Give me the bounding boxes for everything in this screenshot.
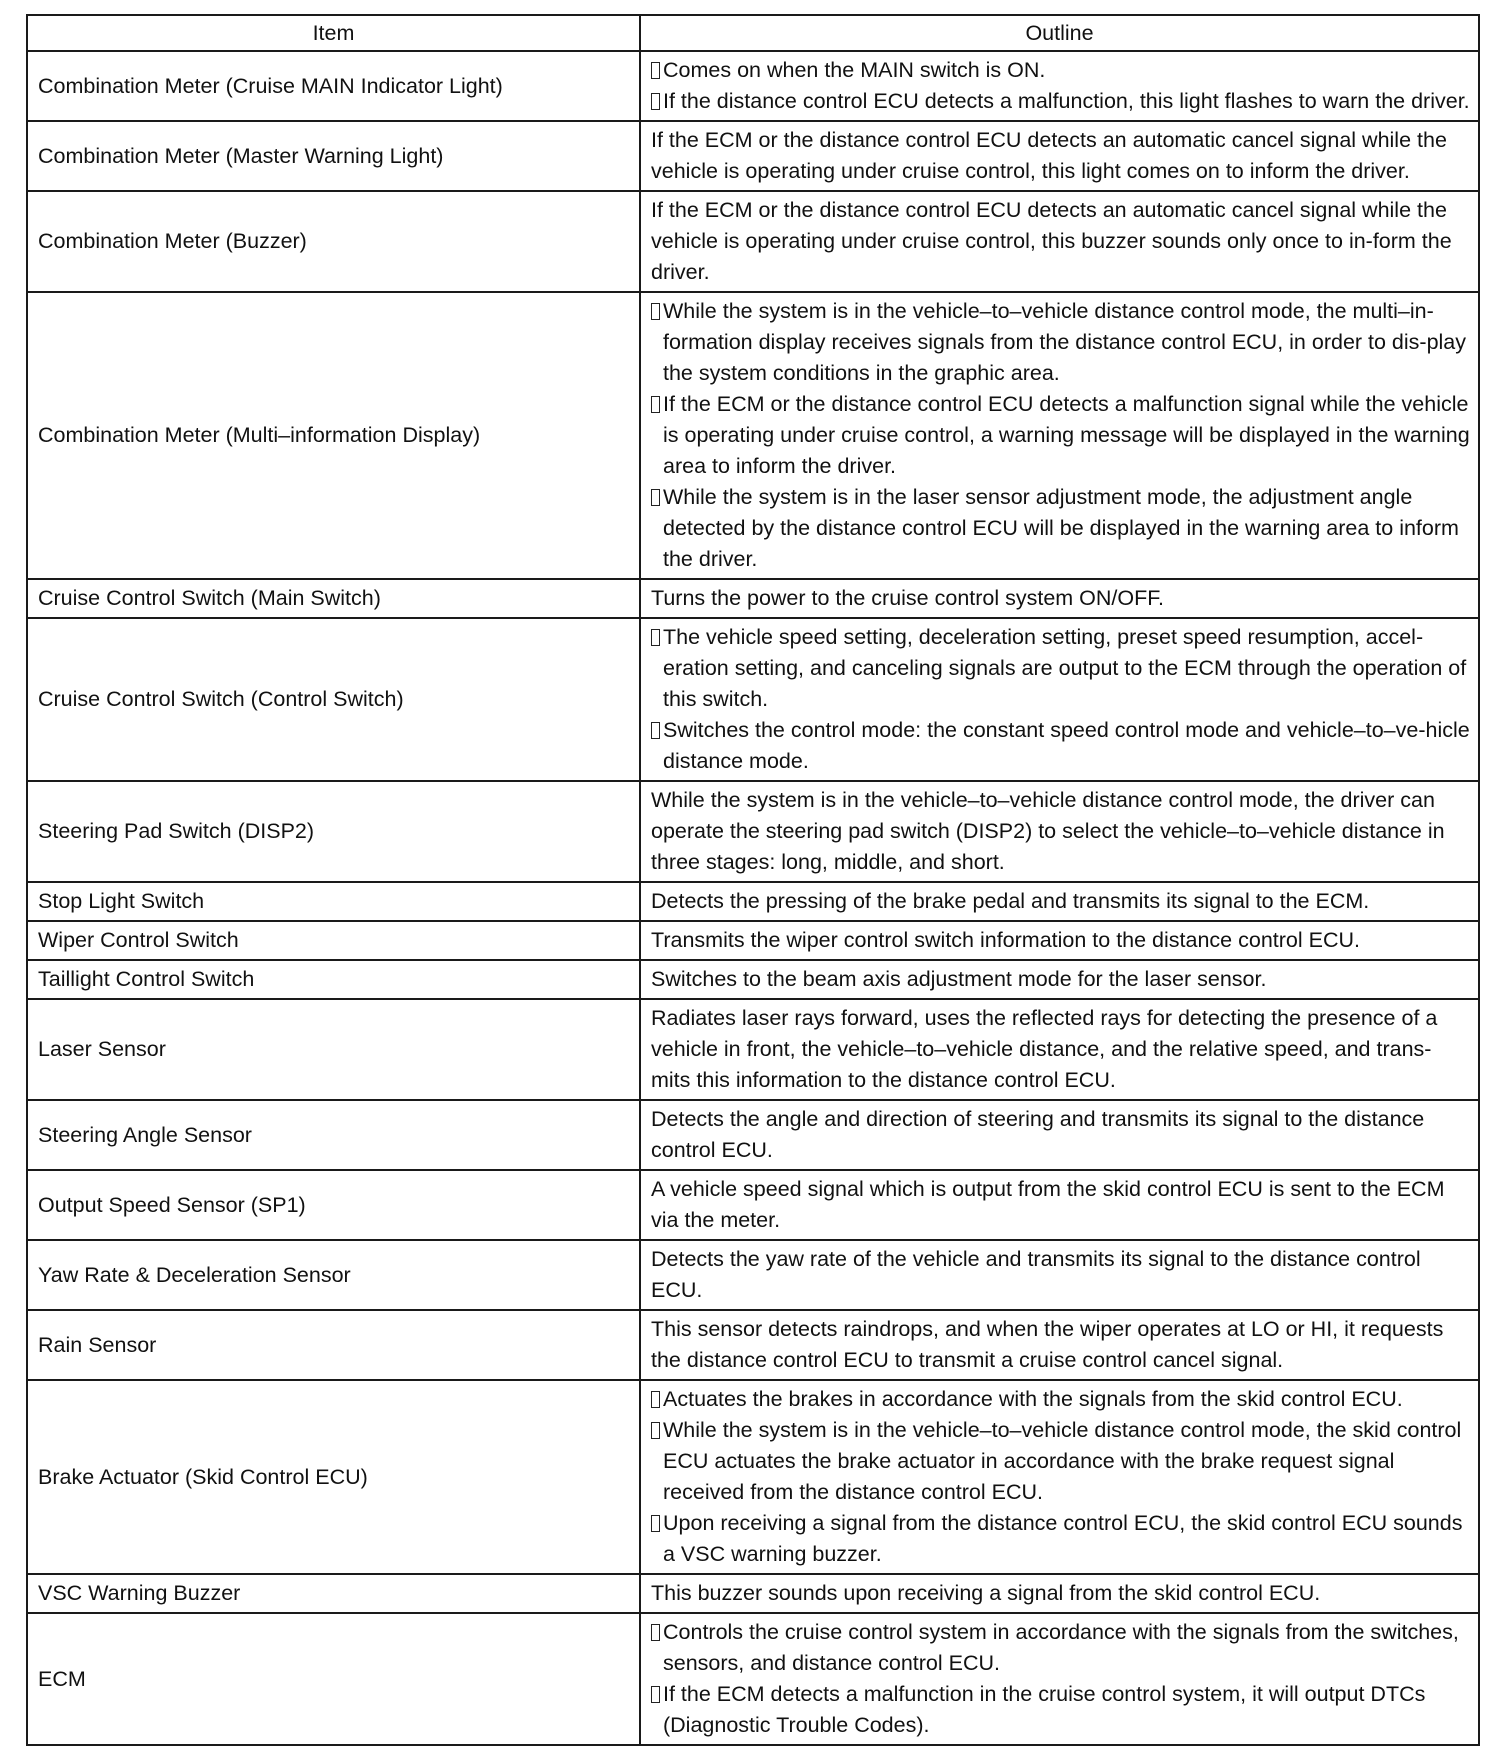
- outline-cell: [640, 51, 1479, 121]
- bullet-box-icon: [651, 1624, 660, 1641]
- bullet-box-icon: [651, 722, 660, 739]
- outline-text: This buzzer sounds upon receiving a signal from the skid control ECU.: [651, 1581, 1321, 1605]
- outline-paragraph: [651, 1174, 1470, 1236]
- outline-text: While the system is in the vehicle–to–vehicle distance control mode, the driver can operate the steering pad switch (DISP2) to select the vehicle–to–vehicle distance in three stages: long, middle, and short.: [651, 788, 1445, 874]
- bullet-box-icon: [651, 1422, 660, 1439]
- bullet-box-icon: [651, 489, 660, 506]
- outline-cell: [640, 1170, 1479, 1240]
- outline-text: Radiates laser rays forward, uses the reflected rays for detecting the presence of a vehicle in front, the vehicle–to–vehicle distance, and the relative speed, and trans-mits this information to the distance control ECU.: [651, 1006, 1438, 1092]
- outline-text: Switches the control mode: the constant speed control mode and vehicle–to–ve-hicle distance mode.: [663, 718, 1470, 773]
- item-cell: ECM: [27, 1613, 640, 1745]
- table-row: [27, 921, 1479, 960]
- table-row: [27, 1380, 1479, 1574]
- bullet-box-icon: [651, 62, 660, 79]
- table-row: [27, 960, 1479, 999]
- outline-text: While the system is in the laser sensor adjustment mode, the adjustment angle detected by the distance control ECU will be displayed in the warning area to inform the driver.: [663, 485, 1459, 571]
- outline-cell: [640, 618, 1479, 781]
- outline-cell: [640, 960, 1479, 999]
- item-cell: Steering Pad Switch (DISP2): [27, 781, 640, 882]
- outline-bullet: [651, 296, 1470, 389]
- outline-column-header: Outline: [640, 15, 1479, 51]
- outline-text: Upon receiving a signal from the distance control ECU, the skid control ECU sounds a VSC warning buzzer.: [663, 1511, 1463, 1566]
- item-cell: Steering Angle Sensor: [27, 1100, 640, 1170]
- outline-text: Detects the yaw rate of the vehicle and transmits its signal to the distance control ECU.: [651, 1247, 1421, 1302]
- table-row: [27, 882, 1479, 921]
- table-row: [27, 1574, 1479, 1613]
- table-row: [27, 781, 1479, 882]
- outline-text: Detects the pressing of the brake pedal and transmits its signal to the ECM.: [651, 889, 1370, 913]
- outline-paragraph: [651, 583, 1470, 614]
- outline-text: Actuates the brakes in accordance with the signals from the skid control ECU.: [663, 1387, 1403, 1411]
- outline-text: While the system is in the vehicle–to–vehicle distance control mode, the skid control ECU actuates the brake actuator in accordance with the brake request signal received from the distance control ECU.: [663, 1418, 1462, 1504]
- outline-bullet: [651, 1415, 1470, 1508]
- item-cell: Combination Meter (Cruise MAIN Indicator Light): [27, 51, 640, 121]
- table-row: [27, 1240, 1479, 1310]
- outline-cell: [640, 1380, 1479, 1574]
- outline-text: If the ECM or the distance control ECU detects an automatic cancel signal while the vehicle is operating under cruise control, this light comes on to inform the driver.: [651, 128, 1447, 183]
- outline-cell: [640, 882, 1479, 921]
- outline-paragraph: [651, 886, 1470, 917]
- item-cell: Taillight Control Switch: [27, 960, 640, 999]
- outline-text: The vehicle speed setting, deceleration setting, preset speed resumption, accel-eration setting, and canceling signals are output to the ECM through the operation of this switch.: [663, 625, 1467, 711]
- outline-cell: [640, 999, 1479, 1100]
- outline-cell: [640, 121, 1479, 191]
- outline-bullet: [651, 715, 1470, 777]
- outline-text: A vehicle speed signal which is output from the skid control ECU is sent to the ECM via the meter.: [651, 1177, 1445, 1232]
- outline-paragraph: [651, 1244, 1470, 1306]
- outline-cell: [640, 1613, 1479, 1745]
- item-cell: VSC Warning Buzzer: [27, 1574, 640, 1613]
- outline-bullet: [651, 622, 1470, 715]
- outline-cell: [640, 1310, 1479, 1380]
- table-row: [27, 51, 1479, 121]
- outline-bullet: [651, 55, 1470, 86]
- item-column-header: Item: [27, 15, 640, 51]
- outline-bullet: [651, 1679, 1470, 1741]
- header-row: [27, 15, 1479, 51]
- table-row: [27, 1613, 1479, 1745]
- outline-bullet: [651, 482, 1470, 575]
- bullet-box-icon: [651, 1391, 660, 1408]
- outline-text: If the ECM or the distance control ECU detects a malfunction signal while the vehicle is operating under cruise control, a warning message will be displayed in the warning area to inform the driver.: [663, 392, 1470, 478]
- outline-cell: [640, 191, 1479, 292]
- outline-paragraph: [651, 1578, 1470, 1609]
- outline-text: Controls the cruise control system in accordance with the signals from the switches, sensors, and distance control ECU.: [663, 1620, 1459, 1675]
- table-row: [27, 191, 1479, 292]
- outline-paragraph: [651, 1104, 1470, 1166]
- outline-bullet: [651, 1384, 1470, 1415]
- outline-text: This sensor detects raindrops, and when the wiper operates at LO or HI, it requests the distance control ECU to transmit a cruise control cancel signal.: [651, 1317, 1444, 1372]
- table-row: [27, 618, 1479, 781]
- outline-bullet: [651, 389, 1470, 482]
- item-cell: Rain Sensor: [27, 1310, 640, 1380]
- outline-table: [26, 14, 1480, 1746]
- item-cell: Combination Meter (Buzzer): [27, 191, 640, 292]
- outline-bullet: [651, 1617, 1470, 1679]
- table-row: [27, 999, 1479, 1100]
- outline-text: Comes on when the MAIN switch is ON.: [663, 58, 1046, 82]
- bullet-box-icon: [651, 1515, 660, 1532]
- outline-text: If the ECM or the distance control ECU detects an automatic cancel signal while the vehicle is operating under cruise control, this buzzer sounds only once to in-form the driver.: [651, 198, 1452, 284]
- item-cell: Laser Sensor: [27, 999, 640, 1100]
- outline-text: If the ECM detects a malfunction in the cruise control system, it will output DTCs (Diagnostic Trouble Codes).: [663, 1682, 1426, 1737]
- outline-bullet: [651, 86, 1470, 117]
- outline-paragraph: [651, 925, 1470, 956]
- outline-paragraph: [651, 1314, 1470, 1376]
- table-row: [27, 1170, 1479, 1240]
- bullet-box-icon: [651, 1686, 660, 1703]
- outline-text: Transmits the wiper control switch information to the distance control ECU.: [651, 928, 1360, 952]
- item-cell: Wiper Control Switch: [27, 921, 640, 960]
- outline-text: Switches to the beam axis adjustment mode for the laser sensor.: [651, 967, 1267, 991]
- item-cell: Stop Light Switch: [27, 882, 640, 921]
- outline-bullet: [651, 1508, 1470, 1570]
- bullet-box-icon: [651, 303, 660, 320]
- outline-paragraph: [651, 195, 1470, 288]
- outline-paragraph: [651, 964, 1470, 995]
- outline-cell: [640, 1574, 1479, 1613]
- item-cell: Output Speed Sensor (SP1): [27, 1170, 640, 1240]
- item-cell: Brake Actuator (Skid Control ECU): [27, 1380, 640, 1574]
- outline-cell: [640, 1100, 1479, 1170]
- outline-cell: [640, 579, 1479, 618]
- table-row: [27, 1100, 1479, 1170]
- bullet-box-icon: [651, 396, 660, 413]
- bullet-box-icon: [651, 93, 660, 110]
- bullet-box-icon: [651, 629, 660, 646]
- table-row: [27, 1310, 1479, 1380]
- outline-text: Turns the power to the cruise control system ON/OFF.: [651, 586, 1164, 610]
- outline-text: If the distance control ECU detects a malfunction, this light flashes to warn the driver.: [663, 89, 1470, 113]
- item-cell: Combination Meter (Master Warning Light): [27, 121, 640, 191]
- outline-cell: [640, 1240, 1479, 1310]
- outline-cell: [640, 292, 1479, 579]
- table-row: [27, 292, 1479, 579]
- item-cell: Cruise Control Switch (Main Switch): [27, 579, 640, 618]
- outline-text: While the system is in the vehicle–to–vehicle distance control mode, the multi–in-formation display receives signals from the distance control ECU, in order to dis-play the system conditions in the graphic area.: [663, 299, 1467, 385]
- outline-cell: [640, 781, 1479, 882]
- outline-paragraph: [651, 1003, 1470, 1096]
- outline-cell: [640, 921, 1479, 960]
- outline-paragraph: [651, 125, 1470, 187]
- table-row: [27, 121, 1479, 191]
- table-row: [27, 579, 1479, 618]
- item-cell: Yaw Rate & Deceleration Sensor: [27, 1240, 640, 1310]
- outline-paragraph: [651, 785, 1470, 878]
- item-cell: Cruise Control Switch (Control Switch): [27, 618, 640, 781]
- item-cell: Combination Meter (Multi–information Display): [27, 292, 640, 579]
- outline-text: Detects the angle and direction of steering and transmits its signal to the distance control ECU.: [651, 1107, 1425, 1162]
- table-body: [27, 51, 1479, 1745]
